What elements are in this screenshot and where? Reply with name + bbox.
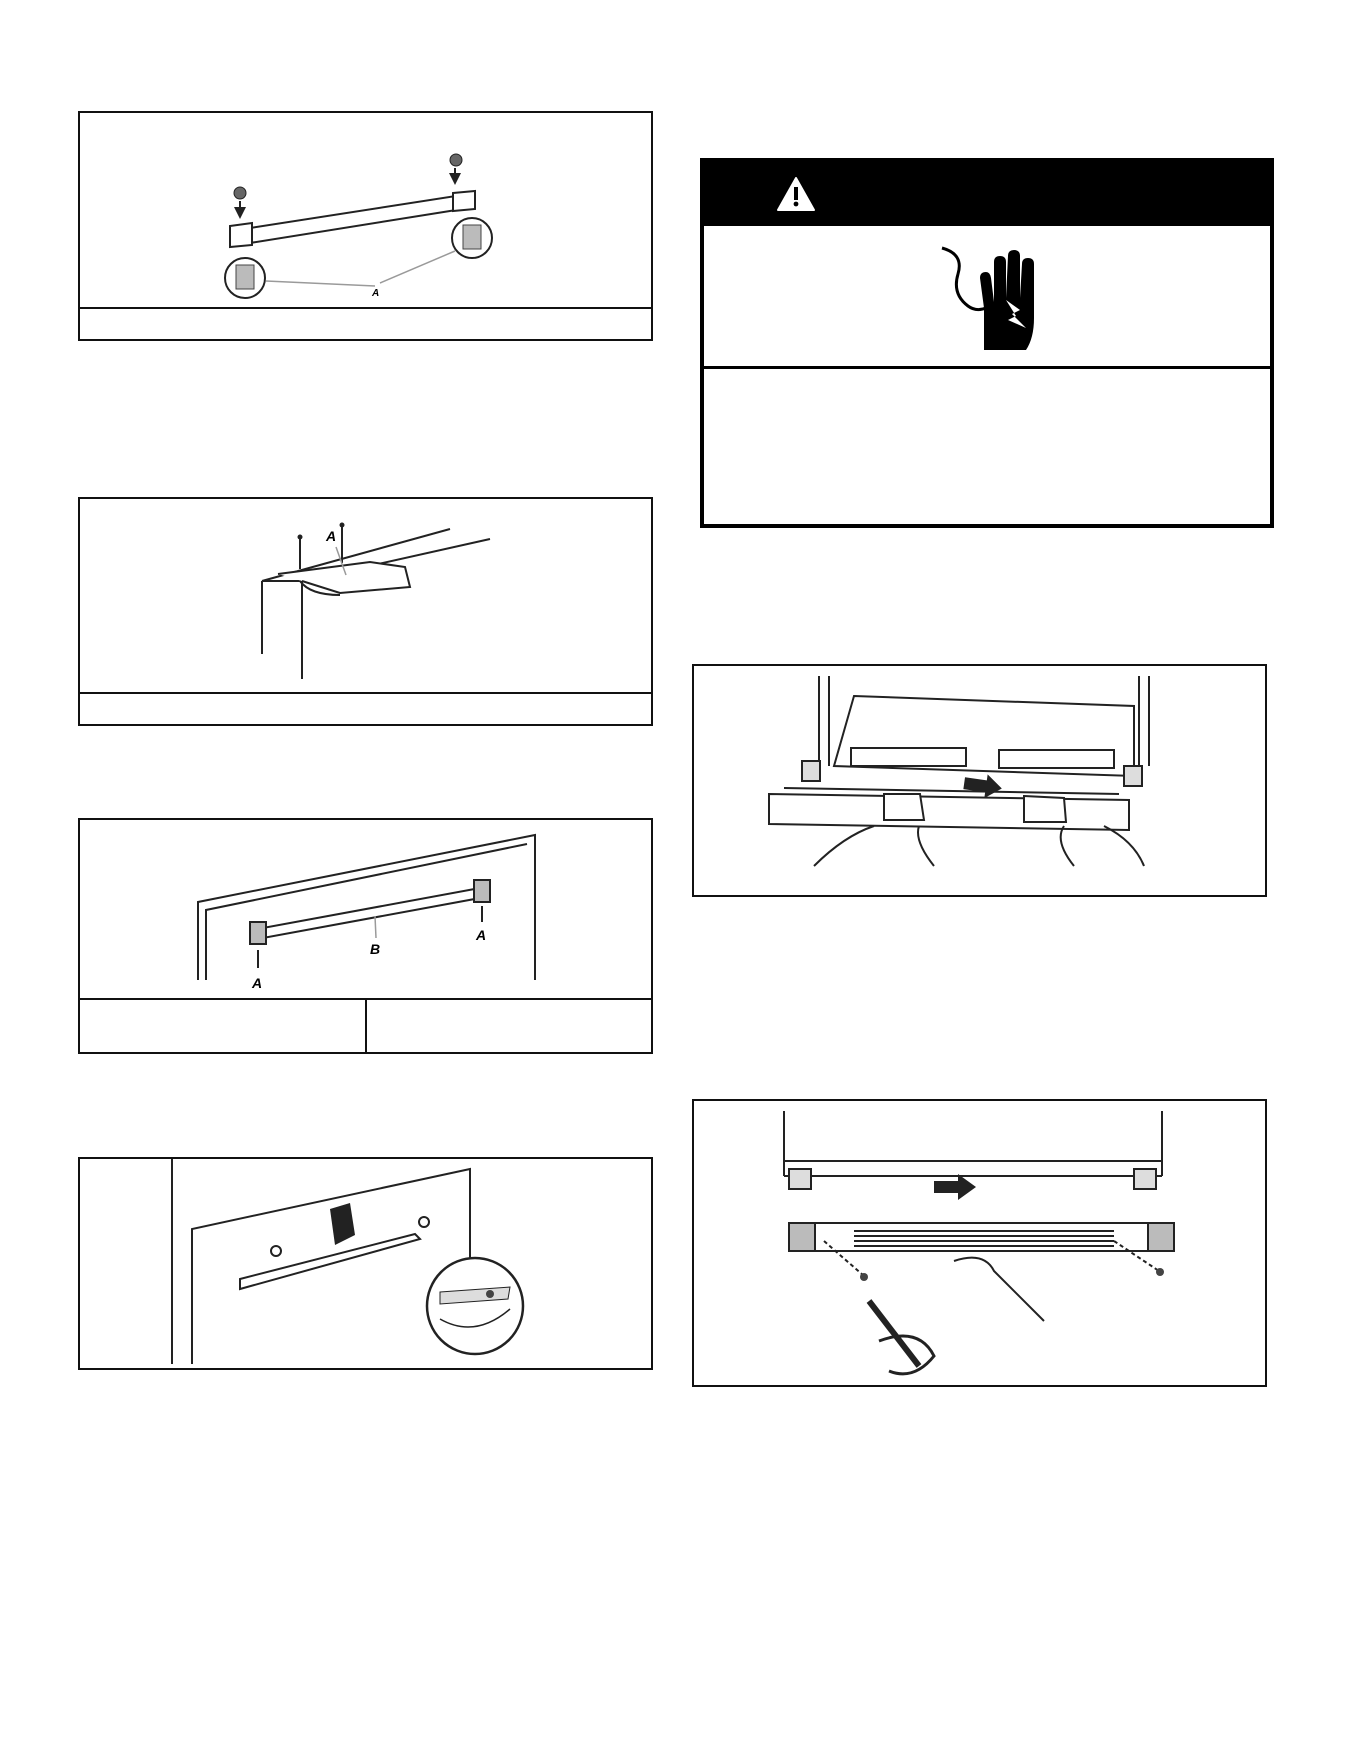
callout-a-right: A [476,927,487,943]
warning-header [704,162,1270,226]
figure-caption [80,309,651,339]
callout-b: B [370,941,381,957]
warning-box [700,158,1274,528]
handle-studs-illustration [80,113,651,339]
figure-corner-handle [78,497,653,726]
figure-caption [694,895,1265,903]
electrical-shock-hazard-icon [934,238,1044,358]
figure-caption-right [365,1000,652,1052]
figure-caption [80,694,651,724]
hazard-icon-area [704,226,1270,369]
handle-magnified-illustration [80,1159,651,1368]
grille-pull-illustration [694,666,1265,895]
door-handle-illustration [80,820,651,1002]
warning-triangle-icon [776,176,816,212]
callout-a: A [372,288,380,299]
figure-grille-unscrew [692,1099,1267,1387]
figure-grille-pull [692,664,1267,897]
grille-unscrew-illustration [694,1101,1265,1385]
figure-caption [80,1368,651,1376]
figure-caption-left [80,1000,365,1052]
callout-a: A [326,528,337,544]
corner-handle-illustration [80,499,651,724]
figure-handle-magnified [78,1157,653,1370]
figure-handle-studs [78,111,653,341]
callout-a-left: A [252,975,263,991]
figure-caption [694,1385,1265,1393]
figure-door-handle [78,818,653,1054]
